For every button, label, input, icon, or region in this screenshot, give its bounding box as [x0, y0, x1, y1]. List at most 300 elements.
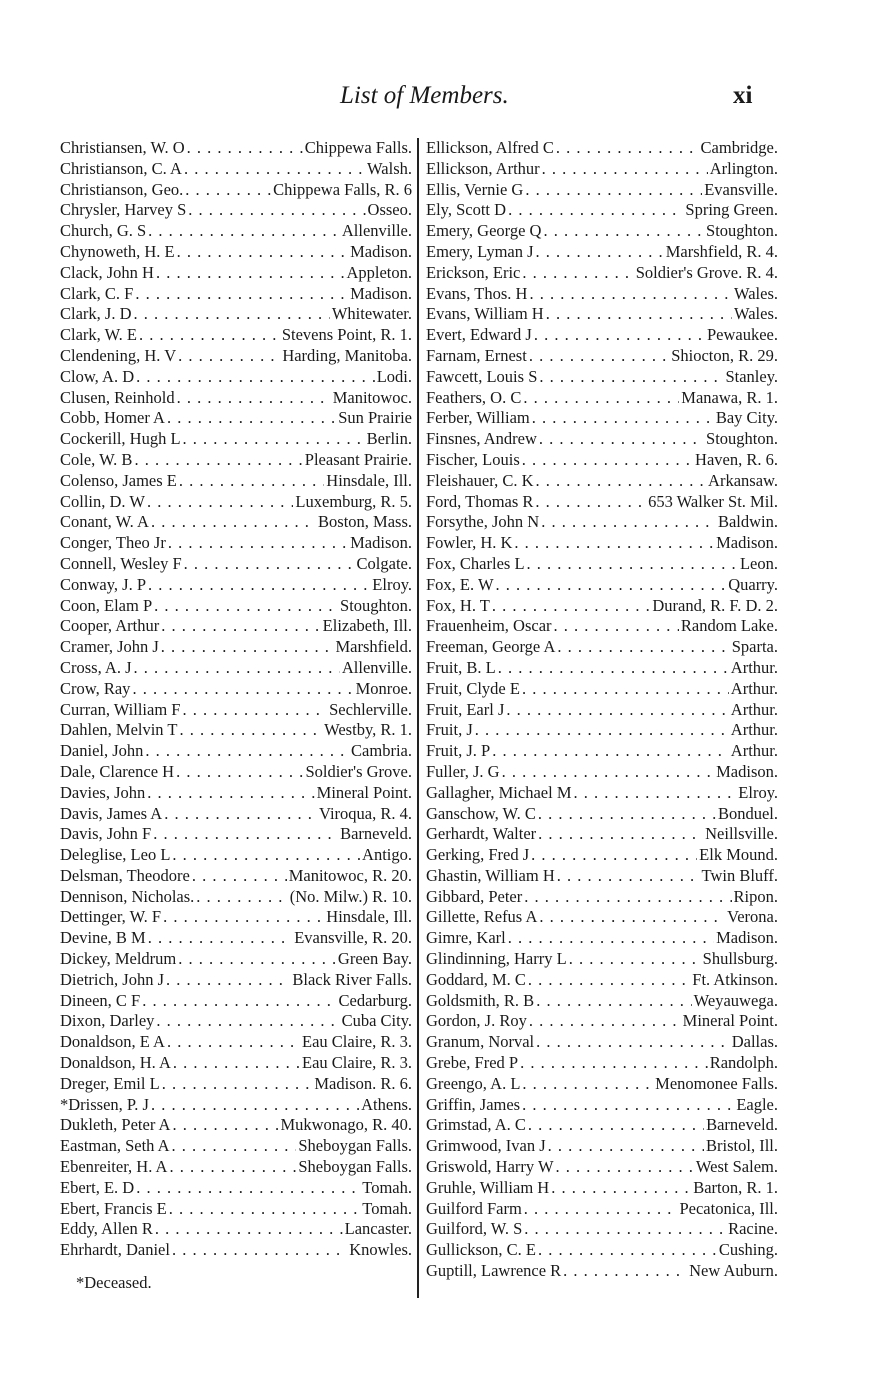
dot-leader — [538, 804, 716, 825]
member-entry — [426, 720, 778, 741]
member-place: Cambridge. — [700, 138, 778, 157]
member-place: Lancaster. — [344, 1219, 412, 1239]
member-place: Twin Bluff. — [701, 865, 778, 885]
member-place: Mineral Point. — [682, 1011, 778, 1031]
member-entry — [426, 471, 778, 492]
member-name: Christiansen, W. O — [60, 138, 185, 157]
member-entry — [426, 845, 778, 866]
member-place: Marshfield. — [335, 637, 412, 657]
member-place: Manitowoc, R. 20. — [288, 865, 412, 885]
dot-leader — [536, 991, 691, 1012]
member-entry — [60, 450, 412, 471]
member-name: Clark, J. D — [60, 304, 132, 324]
member-name: Fruit, J. P — [426, 741, 491, 761]
member-place: New Auburn. — [689, 1261, 778, 1281]
member-entry — [60, 949, 412, 970]
member-name: Frauenheim, Oscar — [426, 616, 552, 636]
member-entry — [426, 221, 778, 242]
member-entry — [60, 429, 412, 450]
member-name: Dickey, Meldrum — [60, 949, 177, 969]
dot-leader — [536, 1032, 730, 1053]
member-place: Arkansaw. — [708, 470, 778, 490]
dot-leader — [166, 970, 290, 991]
dot-leader — [536, 471, 707, 492]
member-entry — [426, 304, 778, 325]
member-name: Emery, Lyman J — [426, 241, 534, 261]
dot-leader — [569, 949, 701, 970]
member-place: Hinsdale, Ill. — [326, 907, 412, 927]
member-place: Tomah. — [362, 1177, 412, 1197]
member-entry — [60, 1011, 412, 1032]
member-entry — [426, 928, 778, 949]
member-name: Glindinning, Harry L — [426, 949, 567, 969]
member-entry — [60, 284, 412, 305]
member-place: Shiocton, R. 29. — [671, 345, 778, 365]
member-name: Ebert, Francis E — [60, 1198, 167, 1218]
member-name: Cockerill, Hugh L — [60, 429, 181, 449]
member-place: 653 Walker St. Mil. — [648, 491, 778, 511]
dot-leader — [132, 679, 353, 700]
member-name: Fox, Charles L — [426, 553, 525, 573]
member-entry — [426, 616, 778, 637]
member-place: Evansville. — [704, 179, 778, 199]
member-place: Viroqua, R. 4. — [319, 803, 412, 823]
member-name: Ellis, Vernie G — [426, 179, 524, 199]
dot-leader — [539, 429, 704, 450]
member-entry — [60, 408, 412, 429]
dot-leader — [148, 575, 370, 596]
dot-leader — [148, 928, 293, 949]
dot-leader — [556, 138, 699, 159]
member-name: Conant, W. A — [60, 512, 149, 532]
member-entry — [60, 824, 412, 845]
member-place: Berlin. — [366, 429, 412, 449]
member-entry — [426, 658, 778, 679]
dot-leader — [529, 346, 669, 367]
member-place: Menomonee Falls. — [655, 1073, 778, 1093]
member-name: Colenso, James E — [60, 470, 177, 490]
member-entry — [426, 388, 778, 409]
member-name: Fruit, Clyde E — [426, 678, 520, 698]
member-place: Random Lake. — [680, 616, 778, 636]
member-place: Arthur. — [730, 678, 778, 698]
member-place: Stoughton. — [340, 595, 412, 615]
member-place: Elizabeth, Ill. — [322, 616, 412, 636]
member-name: Cooper, Arthur — [60, 616, 160, 636]
dot-leader — [492, 596, 650, 617]
member-name: Clark, C. F — [60, 283, 134, 303]
member-place: Elroy. — [372, 574, 412, 594]
member-name: Dennison, Nicholas. — [60, 886, 195, 906]
member-entry — [426, 949, 778, 970]
member-entry — [426, 1240, 778, 1261]
member-name: Granum, Norval — [426, 1032, 535, 1052]
member-entry — [60, 1199, 412, 1220]
member-name: Farnam, Ernest — [426, 345, 527, 365]
member-entry — [426, 783, 778, 804]
member-name: Fischer, Louis — [426, 449, 520, 469]
member-name: Grimstad, A. C — [426, 1115, 526, 1135]
member-entry — [60, 221, 412, 242]
member-entry — [60, 991, 412, 1012]
member-entry — [60, 138, 412, 159]
dot-leader — [196, 887, 287, 908]
member-name: Fawcett, Louis S — [426, 366, 538, 386]
member-place: Wales. — [733, 304, 778, 324]
member-name: Fuller, J. G — [426, 761, 500, 781]
member-entry — [426, 450, 778, 471]
member-name: Gimre, Karl — [426, 928, 506, 948]
member-name: Devine, B M — [60, 928, 146, 948]
member-place: Walsh. — [367, 158, 412, 178]
member-entry — [60, 1095, 412, 1116]
member-place: Marshfield, R. 4. — [665, 241, 778, 261]
member-place: Soldier's Grove. R. 4. — [635, 262, 778, 282]
dot-leader — [522, 1095, 734, 1116]
right-column — [426, 138, 778, 1282]
member-name: Ely, Scott D — [426, 200, 507, 220]
member-place: Westby, R. 1. — [324, 720, 412, 740]
member-place: Haven, R. 6. — [695, 449, 778, 469]
member-entry — [60, 1074, 412, 1095]
member-entry — [426, 679, 778, 700]
dot-leader — [525, 180, 702, 201]
dot-leader — [184, 159, 365, 180]
dot-leader — [161, 616, 320, 637]
member-place: Randolph. — [709, 1053, 778, 1073]
member-place: Mukwonago, R. 40. — [280, 1115, 412, 1135]
member-place: Cuba City. — [341, 1011, 412, 1031]
member-name: Greengo, A. L — [426, 1073, 521, 1093]
dot-leader — [542, 159, 708, 180]
dot-leader — [529, 1011, 681, 1032]
member-name: Clark, W. E — [60, 325, 137, 345]
dot-leader — [534, 325, 705, 346]
dot-leader — [538, 824, 703, 845]
member-place: Dallas. — [731, 1032, 778, 1052]
member-entry — [60, 720, 412, 741]
member-name: Fox, H. T — [426, 595, 490, 615]
member-place: Chippewa Falls. — [304, 138, 412, 157]
dot-leader — [145, 741, 349, 762]
member-entry — [426, 159, 778, 180]
member-name: Conway, J. P — [60, 574, 147, 594]
member-place: Bay City. — [715, 408, 778, 428]
member-name: Gerking, Fred J — [426, 845, 530, 865]
member-place: Arthur. — [730, 741, 778, 761]
member-entry — [60, 637, 412, 658]
member-name: Dietrich, John J — [60, 969, 165, 989]
dot-leader — [136, 367, 375, 388]
member-entry — [426, 991, 778, 1012]
page-number: xi — [733, 82, 753, 109]
member-place: Bristol, Ill. — [706, 1136, 778, 1156]
member-entry — [60, 596, 412, 617]
member-place: Osseo. — [367, 200, 412, 220]
dot-leader — [179, 471, 324, 492]
member-name: Ferber, William — [426, 408, 530, 428]
member-entry — [426, 1053, 778, 1074]
dot-leader — [528, 1115, 704, 1136]
dot-leader — [531, 845, 697, 866]
member-name: Chynoweth, H. E — [60, 241, 175, 261]
dot-leader — [176, 762, 303, 783]
member-entry — [426, 492, 778, 513]
member-name: Erickson, Eric — [426, 262, 521, 282]
dot-leader — [172, 845, 360, 866]
member-entry — [426, 887, 778, 908]
member-entry — [426, 596, 778, 617]
dot-leader — [508, 928, 714, 949]
dot-leader — [557, 866, 700, 887]
dot-leader — [508, 200, 683, 221]
member-place: Stevens Point, R. 1. — [281, 325, 412, 345]
member-entry — [426, 512, 778, 533]
dot-leader — [172, 1240, 347, 1261]
dot-leader — [548, 1136, 704, 1157]
member-entry — [426, 1136, 778, 1157]
member-entry — [60, 512, 412, 533]
member-name: Clow, A. D — [60, 366, 135, 386]
member-entry — [60, 1032, 412, 1053]
dot-leader — [496, 575, 727, 596]
member-place: Stoughton. — [706, 429, 778, 449]
member-name: Eddy, Allen R — [60, 1219, 153, 1239]
dot-leader — [164, 804, 317, 825]
dot-leader — [539, 907, 725, 928]
member-place: Evansville, R. 20. — [294, 928, 412, 948]
member-place: Whitewater. — [331, 304, 412, 324]
dot-leader — [156, 263, 345, 284]
member-place: Black River Falls. — [292, 969, 412, 989]
member-name: Donaldson, H. A — [60, 1053, 171, 1073]
member-place: Hinsdale, Ill. — [326, 470, 412, 490]
member-name: Forsythe, John N — [426, 512, 540, 532]
dot-leader — [557, 637, 729, 658]
member-name: Curran, William F — [60, 699, 181, 719]
member-place: Sheboygan Falls. — [298, 1157, 412, 1177]
member-place: Arthur. — [730, 699, 778, 719]
dot-leader — [177, 242, 349, 263]
member-entry — [60, 242, 412, 263]
dot-leader — [502, 762, 715, 783]
member-place: Chippewa Falls, R. 6 — [273, 179, 412, 199]
member-entry — [426, 1178, 778, 1199]
dot-leader — [522, 1074, 653, 1095]
member-entry — [426, 408, 778, 429]
member-name: Ellickson, Arthur — [426, 158, 540, 178]
member-name: Church, G. S — [60, 221, 147, 241]
member-name: Dineen, C F — [60, 990, 141, 1010]
member-place: Pewaukee. — [706, 325, 778, 345]
member-place: Green Bay. — [337, 949, 412, 969]
member-entry — [426, 1261, 778, 1282]
footnote: *Deceased. — [76, 1273, 152, 1292]
member-entry — [60, 346, 412, 367]
member-entry — [60, 928, 412, 949]
member-place: Eau Claire, R. 3. — [302, 1053, 412, 1073]
member-name: Christianson, Geo. — [60, 179, 184, 199]
member-place: Arlington. — [709, 158, 778, 178]
member-place: Appleton. — [346, 262, 412, 282]
member-entry — [60, 1115, 412, 1136]
member-entry — [426, 1074, 778, 1095]
dot-leader — [188, 200, 365, 221]
member-place: Madison. — [716, 533, 778, 553]
member-name: Davies, John — [60, 782, 146, 802]
member-name: Gallagher, Michael M — [426, 782, 572, 802]
dot-leader — [574, 783, 737, 804]
member-place: Bonduel. — [717, 803, 778, 823]
member-name: Cross, A. J — [60, 657, 132, 677]
member-place: Cushing. — [718, 1240, 778, 1260]
member-place: Tomah. — [362, 1198, 412, 1218]
member-place: Sechlerville. — [329, 699, 412, 719]
dot-leader — [498, 658, 729, 679]
member-name: Ebenreiter, H. A — [60, 1157, 168, 1177]
member-place: Barneveld. — [340, 824, 412, 844]
member-name: Gordon, J. Roy — [426, 1011, 527, 1031]
member-place: Eagle. — [736, 1094, 778, 1114]
dot-leader — [153, 824, 338, 845]
member-entry — [60, 1219, 412, 1240]
member-entry — [426, 970, 778, 991]
page-header — [0, 82, 887, 118]
member-place: Verona. — [727, 907, 778, 927]
dot-leader — [179, 720, 322, 741]
dot-leader — [524, 887, 731, 908]
member-entry — [60, 1053, 412, 1074]
member-place: Neillsville. — [705, 824, 778, 844]
dot-leader — [475, 720, 729, 741]
dot-leader — [527, 554, 738, 575]
member-name: Crow, Ray — [60, 678, 131, 698]
member-place: Manawa, R. 1. — [681, 387, 778, 407]
member-name: Gruhle, William H — [426, 1177, 550, 1197]
member-entry — [426, 1199, 778, 1220]
member-entry — [426, 346, 778, 367]
member-name: Goldsmith, R. B — [426, 990, 535, 1010]
dot-leader — [173, 1053, 300, 1074]
member-entry — [60, 554, 412, 575]
member-entry — [60, 616, 412, 637]
member-entry — [60, 325, 412, 346]
dot-leader — [169, 1157, 296, 1178]
member-entry — [60, 492, 412, 513]
member-name: Guptill, Lawrence R — [426, 1261, 562, 1281]
member-name: Clack, John H — [60, 262, 154, 282]
member-name: Davis, John F — [60, 824, 152, 844]
member-entry — [60, 762, 412, 783]
member-entry — [60, 866, 412, 887]
dot-leader — [167, 408, 336, 429]
member-place: Spring Green. — [685, 200, 778, 220]
member-entry — [426, 1157, 778, 1178]
dot-leader — [134, 450, 302, 471]
member-name: Eastman, Seth A — [60, 1136, 170, 1156]
member-place: Monroe. — [355, 678, 412, 698]
member-name: Gerhardt, Walter — [426, 824, 537, 844]
member-name: Fruit, B. L — [426, 657, 496, 677]
member-entry — [426, 200, 778, 221]
member-name: Dixon, Darley — [60, 1011, 155, 1031]
member-place: Lodi. — [376, 366, 412, 386]
member-entry — [426, 429, 778, 450]
dot-leader — [168, 533, 348, 554]
member-name: Fowler, H. K — [426, 533, 513, 553]
member-entry — [60, 533, 412, 554]
member-name: Ehrhardt, Daniel — [60, 1240, 170, 1260]
member-entry — [60, 159, 412, 180]
member-entry — [60, 1157, 412, 1178]
dot-leader — [536, 242, 664, 263]
dot-leader — [163, 907, 324, 928]
dot-leader — [554, 616, 679, 637]
member-entry — [426, 284, 778, 305]
member-entry — [426, 824, 778, 845]
member-place: Madison. — [350, 533, 412, 553]
member-name: Connell, Wesley F — [60, 553, 182, 573]
dot-leader — [182, 700, 327, 721]
dot-leader — [556, 1157, 694, 1178]
member-place: Barton, R. 1. — [693, 1177, 778, 1197]
dot-leader — [546, 304, 732, 325]
member-entry — [426, 1095, 778, 1116]
dot-leader — [187, 138, 303, 159]
member-entry — [426, 1011, 778, 1032]
member-entry — [426, 325, 778, 346]
member-place: Cambria. — [351, 741, 412, 761]
member-place: Athens. — [361, 1094, 412, 1114]
dot-leader — [167, 1032, 300, 1053]
member-name: Griswold, Harry W — [426, 1157, 554, 1177]
member-place: (No. Milw.) R. 10. — [289, 886, 412, 906]
member-entry — [60, 575, 412, 596]
dot-leader — [551, 1178, 691, 1199]
member-name: Finsnes, Andrew — [426, 429, 537, 449]
member-entry — [60, 907, 412, 928]
dot-leader — [529, 284, 732, 305]
member-name: Fox, E. W — [426, 574, 494, 594]
dot-leader — [178, 346, 280, 367]
dot-leader — [528, 970, 690, 991]
member-name: Guilford, W. S — [426, 1219, 523, 1239]
dot-leader — [177, 388, 331, 409]
member-entry — [426, 1219, 778, 1240]
member-place: Harding, Manitoba. — [282, 345, 412, 365]
member-place: Eau Claire, R. 3. — [302, 1032, 412, 1052]
member-place: Antigo. — [362, 845, 412, 865]
member-name: Dahlen, Melvin T — [60, 720, 178, 740]
member-entry — [426, 907, 778, 928]
member-entry — [426, 1115, 778, 1136]
member-entry — [426, 138, 778, 159]
member-name: Donaldson, E A — [60, 1032, 165, 1052]
member-place: Madison. R. 6. — [314, 1073, 412, 1093]
dot-leader — [151, 512, 316, 533]
member-name: Goddard, M. C — [426, 969, 526, 989]
dot-leader — [148, 221, 340, 242]
member-place: Barneveld. — [706, 1115, 778, 1135]
dot-leader — [522, 450, 693, 471]
dot-leader — [192, 866, 287, 887]
dot-leader — [492, 741, 729, 762]
member-entry — [426, 741, 778, 762]
member-name: Delsman, Theodore — [60, 865, 190, 885]
member-place: Luxemburg, R. 5. — [295, 491, 412, 511]
member-name: Dale, Clarence H — [60, 761, 175, 781]
dot-leader — [523, 388, 679, 409]
